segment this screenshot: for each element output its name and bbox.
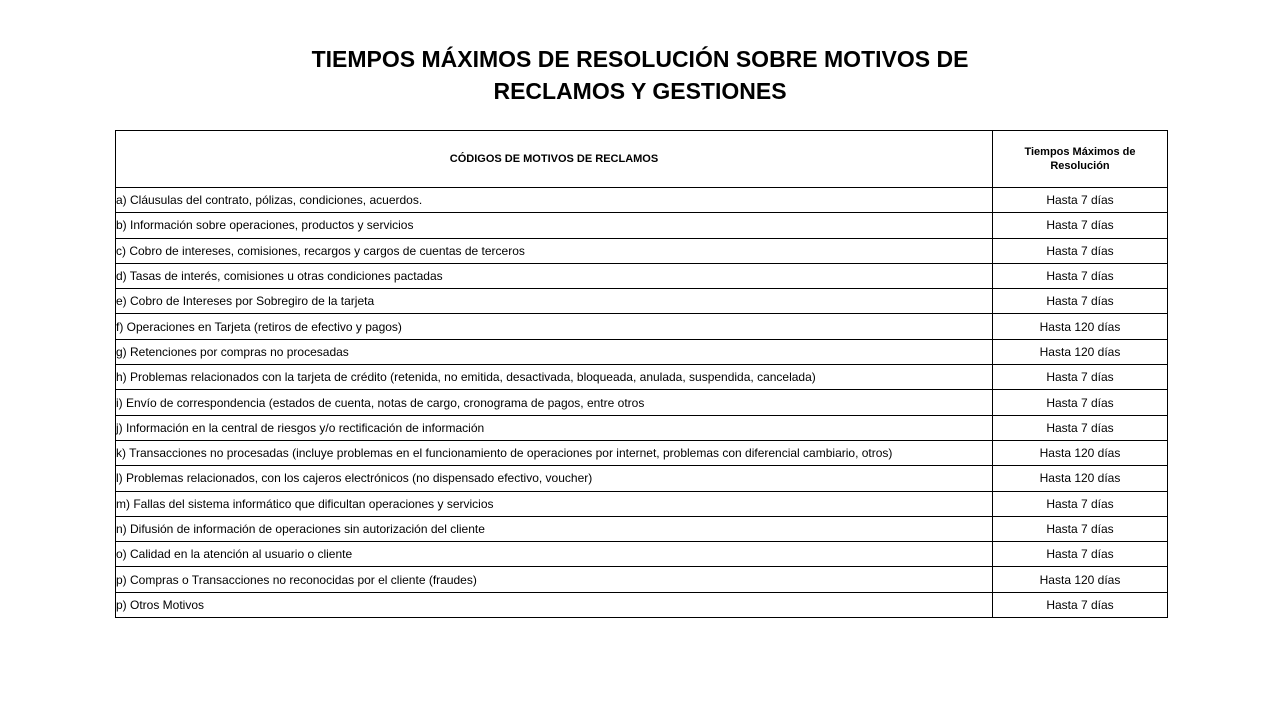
tiempo-cell: Hasta 7 días (993, 289, 1168, 314)
tiempo-cell: Hasta 120 días (993, 567, 1168, 592)
table-row (116, 365, 1168, 390)
tiempo-cell: Hasta 7 días (993, 188, 1168, 213)
motivo-cell: o) Calidad en la atención al usuario o cliente (116, 542, 993, 567)
motivo-cell: k) Transacciones no procesadas (incluye problemas en el funcionamiento de operaciones por internet, problemas con diferencial cambiario, otros) (116, 440, 993, 465)
tiempo-cell: Hasta 7 días (993, 263, 1168, 288)
table-row (116, 567, 1168, 592)
table-row (116, 188, 1168, 213)
motivo-cell: j) Información en la central de riesgos y/o rectificación de información (116, 415, 993, 440)
table-row (116, 314, 1168, 339)
table-row (116, 415, 1168, 440)
table-row (116, 263, 1168, 288)
tiempo-cell: Hasta 7 días (993, 516, 1168, 541)
table-row (116, 238, 1168, 263)
tiempo-cell: Hasta 120 días (993, 466, 1168, 491)
motivo-cell: i) Envío de correspondencia (estados de cuenta, notas de cargo, cronograma de pagos, entre otros (116, 390, 993, 415)
tiempo-cell: Hasta 120 días (993, 339, 1168, 364)
motivo-cell: c) Cobro de intereses, comisiones, recargos y cargos de cuentas de terceros (116, 238, 993, 263)
table-row (116, 390, 1168, 415)
tiempo-cell: Hasta 7 días (993, 213, 1168, 238)
tiempo-cell: Hasta 7 días (993, 365, 1168, 390)
tiempo-cell: Hasta 120 días (993, 440, 1168, 465)
tiempo-cell: Hasta 7 días (993, 542, 1168, 567)
column-header-motivo: CÓDIGOS DE MOTIVOS DE RECLAMOS (116, 131, 993, 188)
table-row (116, 466, 1168, 491)
page-title (0, 43, 1280, 107)
motivo-cell: p) Otros Motivos (116, 592, 993, 617)
table-row (116, 213, 1168, 238)
table-row (116, 542, 1168, 567)
motivo-cell: d) Tasas de interés, comisiones u otras condiciones pactadas (116, 263, 993, 288)
tiempo-cell: Hasta 7 días (993, 592, 1168, 617)
page-title-line-2: RECLAMOS Y GESTIONES (493, 78, 787, 104)
motivo-cell: l) Problemas relacionados, con los cajeros electrónicos (no dispensado efectivo, voucher) (116, 466, 993, 491)
motivo-cell: g) Retenciones por compras no procesadas (116, 339, 993, 364)
motivo-cell: e) Cobro de Intereses por Sobregiro de la tarjeta (116, 289, 993, 314)
table-row (116, 516, 1168, 541)
motivo-cell: a) Cláusulas del contrato, pólizas, condiciones, acuerdos. (116, 188, 993, 213)
motivo-cell: m) Fallas del sistema informático que dificultan operaciones y servicios (116, 491, 993, 516)
motivo-cell: b) Información sobre operaciones, productos y servicios (116, 213, 993, 238)
motivo-cell: h) Problemas relacionados con la tarjeta de crédito (retenida, no emitida, desactivada, bloqueada, anulada, suspendida, cancelada) (116, 365, 993, 390)
table-body (116, 188, 1168, 618)
table-row (116, 440, 1168, 465)
reclamos-table (115, 130, 1168, 618)
table-row (116, 592, 1168, 617)
page-title-line-1: TIEMPOS MÁXIMOS DE RESOLUCIÓN SOBRE MOTIVOS DE (311, 46, 969, 72)
table-row (116, 491, 1168, 516)
tiempo-cell: Hasta 7 días (993, 390, 1168, 415)
tiempo-cell: Hasta 120 días (993, 314, 1168, 339)
motivo-cell: f) Operaciones en Tarjeta (retiros de efectivo y pagos) (116, 314, 993, 339)
table-row (116, 339, 1168, 364)
tiempo-cell: Hasta 7 días (993, 491, 1168, 516)
motivo-cell: n) Difusión de información de operaciones sin autorización del cliente (116, 516, 993, 541)
tiempo-cell: Hasta 7 días (993, 238, 1168, 263)
table-row (116, 289, 1168, 314)
column-header-tiempo: Tiempos Máximos de Resolución (993, 131, 1168, 188)
motivo-cell: p) Compras o Transacciones no reconocidas por el cliente (fraudes) (116, 567, 993, 592)
table-header-row (116, 131, 1168, 188)
tiempo-cell: Hasta 7 días (993, 415, 1168, 440)
